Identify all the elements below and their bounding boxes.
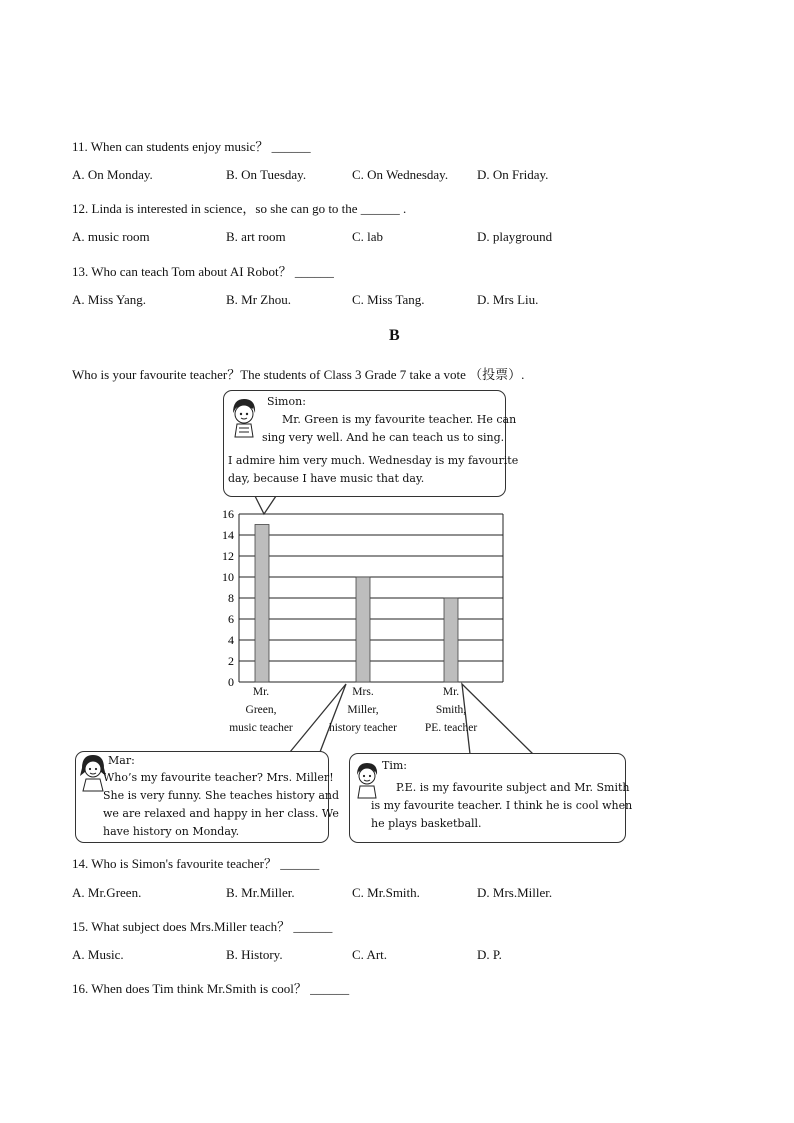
boy-avatar-icon — [354, 762, 380, 802]
option-d[interactable]: D. P. — [477, 947, 502, 962]
question-text: 14. Who is Simon's favourite teacher？ ______ — [72, 856, 320, 871]
option-a[interactable]: A. Music. — [72, 947, 124, 962]
speech-line: I admire him very much. Wednesday is my favourite — [228, 454, 519, 467]
y-tick-label: 2 — [228, 654, 234, 668]
option-b[interactable]: B. art room — [226, 229, 286, 244]
speech-line: P.E. is my favourite subject and Mr. Smith — [396, 781, 630, 794]
option-c[interactable]: C. Art. — [352, 947, 388, 962]
option-a[interactable]: A. Mr.Green. — [72, 885, 142, 900]
y-tick-label: 0 — [228, 675, 234, 689]
option-b[interactable]: B. Mr Zhou. — [226, 292, 291, 307]
chart-bars — [255, 525, 458, 683]
y-tick-label: 4 — [228, 633, 234, 647]
speaker-name: Mar: — [108, 754, 135, 767]
chart-y-ticks — [222, 507, 234, 689]
speech-line: sing very well. And he can teach us to sing. — [262, 431, 505, 444]
question-text: 16. When does Tim think Mr.Smith is cool？ ______ — [72, 981, 350, 996]
option-d[interactable]: D. On Friday. — [477, 167, 549, 182]
section-title: B — [389, 327, 400, 344]
boy-avatar-icon — [229, 397, 259, 443]
mar-speech-bubble — [75, 751, 340, 843]
bar — [356, 577, 370, 682]
bar — [444, 598, 458, 682]
speech-line: Mr. Green is my favourite teacher. He can — [282, 413, 517, 426]
chart-grid — [239, 514, 503, 682]
option-c[interactable]: C. Mr.Smith. — [352, 885, 420, 900]
y-tick-label: 14 — [222, 528, 234, 542]
x-tick-label: Mr. Smith, PE. teacher — [424, 686, 478, 734]
section-intro: Who is your favourite teacher？The students of Class 3 Grade 7 take a vote （投票）. — [72, 367, 525, 382]
bar — [255, 525, 269, 683]
speech-line: Who’s my favourite teacher? Mrs. Miller! — [103, 771, 334, 784]
speech-line: we are relaxed and happy in her class. We — [103, 807, 339, 820]
y-tick-label: 8 — [228, 591, 234, 605]
option-b[interactable]: B. On Tuesday. — [226, 167, 307, 182]
option-d[interactable]: D. Mrs Liu. — [477, 292, 539, 307]
option-a[interactable]: A. Miss Yang. — [72, 292, 147, 307]
y-tick-label: 12 — [222, 549, 234, 563]
option-c[interactable]: C. lab — [352, 229, 384, 244]
speech-line: is my favourite teacher. I think he is cool when — [371, 799, 633, 812]
question-text: 12. Linda is interested in science，so she can go to the ______ . — [72, 201, 407, 216]
option-c[interactable]: C. Miss Tang. — [352, 292, 425, 307]
option-b[interactable]: B. History. — [226, 947, 283, 962]
simon-speech-bubble — [223, 390, 519, 497]
option-d[interactable]: D. Mrs.Miller. — [477, 885, 553, 900]
y-tick-label: 6 — [228, 612, 234, 626]
option-c[interactable]: C. On Wednesday. — [352, 167, 449, 182]
question-text: 13. Who can teach Tom about AI Robot？ ______ — [72, 264, 334, 279]
y-tick-label: 16 — [222, 507, 234, 521]
speech-line: have history on Monday. — [103, 825, 240, 838]
x-tick-label: Mr. Green, music teacher — [229, 686, 293, 734]
tim-speech-bubble — [349, 753, 633, 843]
speaker-name: Tim: — [382, 759, 407, 772]
question-text: 15. What subject does Mrs.Miller teach？ ______ — [72, 919, 333, 934]
speech-line: he plays basketball. — [371, 817, 482, 830]
x-tick-label: Mrs. Miller, history teacher — [328, 686, 397, 734]
y-tick-label: 10 — [222, 570, 234, 584]
option-d[interactable]: D. playground — [477, 229, 553, 244]
option-b[interactable]: B. Mr.Miller. — [226, 885, 295, 900]
option-a[interactable]: A. On Monday. — [72, 167, 153, 182]
simon-bubble-tail — [255, 496, 276, 514]
speech-line: She is very funny. She teaches history and — [103, 789, 340, 802]
speaker-name: Simon: — [267, 395, 306, 408]
question-text: 11. When can students enjoy music？ ______ — [72, 139, 311, 154]
speech-line: day, because I have music that day. — [228, 472, 425, 485]
option-a[interactable]: A. music room — [72, 229, 150, 244]
